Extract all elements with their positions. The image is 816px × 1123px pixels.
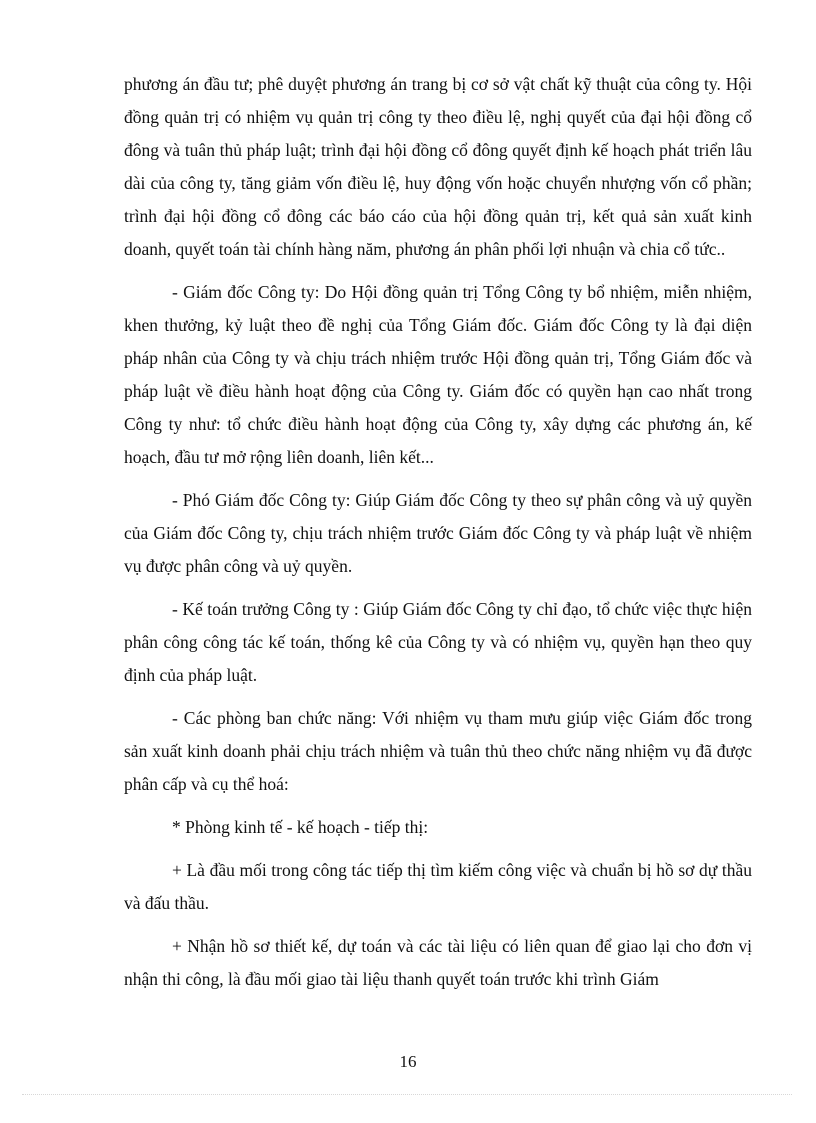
page-number: 16 (399, 1052, 417, 1071)
document-body (124, 68, 752, 1006)
paragraph-director: - Giám đốc Công ty: Do Hội đồng quản trị Tổng Công ty bổ nhiệm, miễn nhiệm, khen thưởng, kỷ luật theo đề nghị của Tổng Giám đốc. Giám đốc Công ty là đại diện pháp nhân của Công ty và chịu trách nhiệm trước Hội đồng quản trị, Tổng Giám đốc và pháp luật về điều hành hoạt động của Công ty. Giám đốc có quyền hạn cao nhất trong Công ty như: tổ chức điều hành hoạt động của Công ty, xây dựng các phương án, kế hoạch, đầu tư mở rộng liên doanh, liên kết... (124, 282, 752, 467)
paragraph-functional-departments: - Các phòng ban chức năng: Với nhiệm vụ tham mưu giúp việc Giám đốc trong sản xuất kinh doanh phải chịu trách nhiệm và tuân thủ theo chức năng nhiệm vụ đã được phân cấp và cụ thể hoá: (124, 708, 752, 794)
paragraph-chief-accountant: - Kế toán trưởng Công ty : Giúp Giám đốc Công ty chỉ đạo, tổ chức việc thực hiện phân công công tác kế toán, thống kê của Công ty và có nhiệm vụ, quyền hạn theo quy định của pháp luật. (124, 599, 752, 685)
paragraph-board-duties: phương án đầu tư; phê duyệt phương án trang bị cơ sở vật chất kỹ thuật của công ty. Hội đồng quản trị có nhiệm vụ quản trị công ty theo điều lệ, nghị quyết của đại hội đồng cổ đông và tuân thủ pháp luật; trình đại hội đồng cổ đông quyết định kế hoạch phát triển lâu dài của công ty, tăng giảm vốn điều lệ, huy động vốn hoặc chuyển nhượng vốn cổ phần; trình đại hội đồng cổ đông các báo cáo của hội đồng quản trị, kết quả sản xuất kinh doanh, quyết toán tài chính hàng năm, phương án phân phối lợi nhuận và chia cổ tức.. (124, 74, 752, 259)
page-bottom-divider (22, 1094, 792, 1095)
paragraph-design-documents: + Nhận hồ sơ thiết kế, dự toán và các tài liệu có liên quan để giao lại cho đơn vị nhận thi công, là đầu mối giao tài liệu thanh quyết toán trước khi trình Giám (124, 936, 752, 989)
paragraph-deputy-director: - Phó Giám đốc Công ty: Giúp Giám đốc Công ty theo sự phân công và uỷ quyền của Giám đốc Công ty, chịu trách nhiệm trước Giám đốc Công ty và pháp luật về nhiệm vụ được phân công và uỷ quyền. (124, 490, 752, 576)
paragraph-economic-planning-department: * Phòng kinh tế - kế hoạch - tiếp thị: (172, 817, 429, 837)
paragraph-bidding-focal-point: + Là đầu mối trong công tác tiếp thị tìm kiếm công việc và chuẩn bị hồ sơ dự thầu và đấu thầu. (124, 860, 752, 913)
